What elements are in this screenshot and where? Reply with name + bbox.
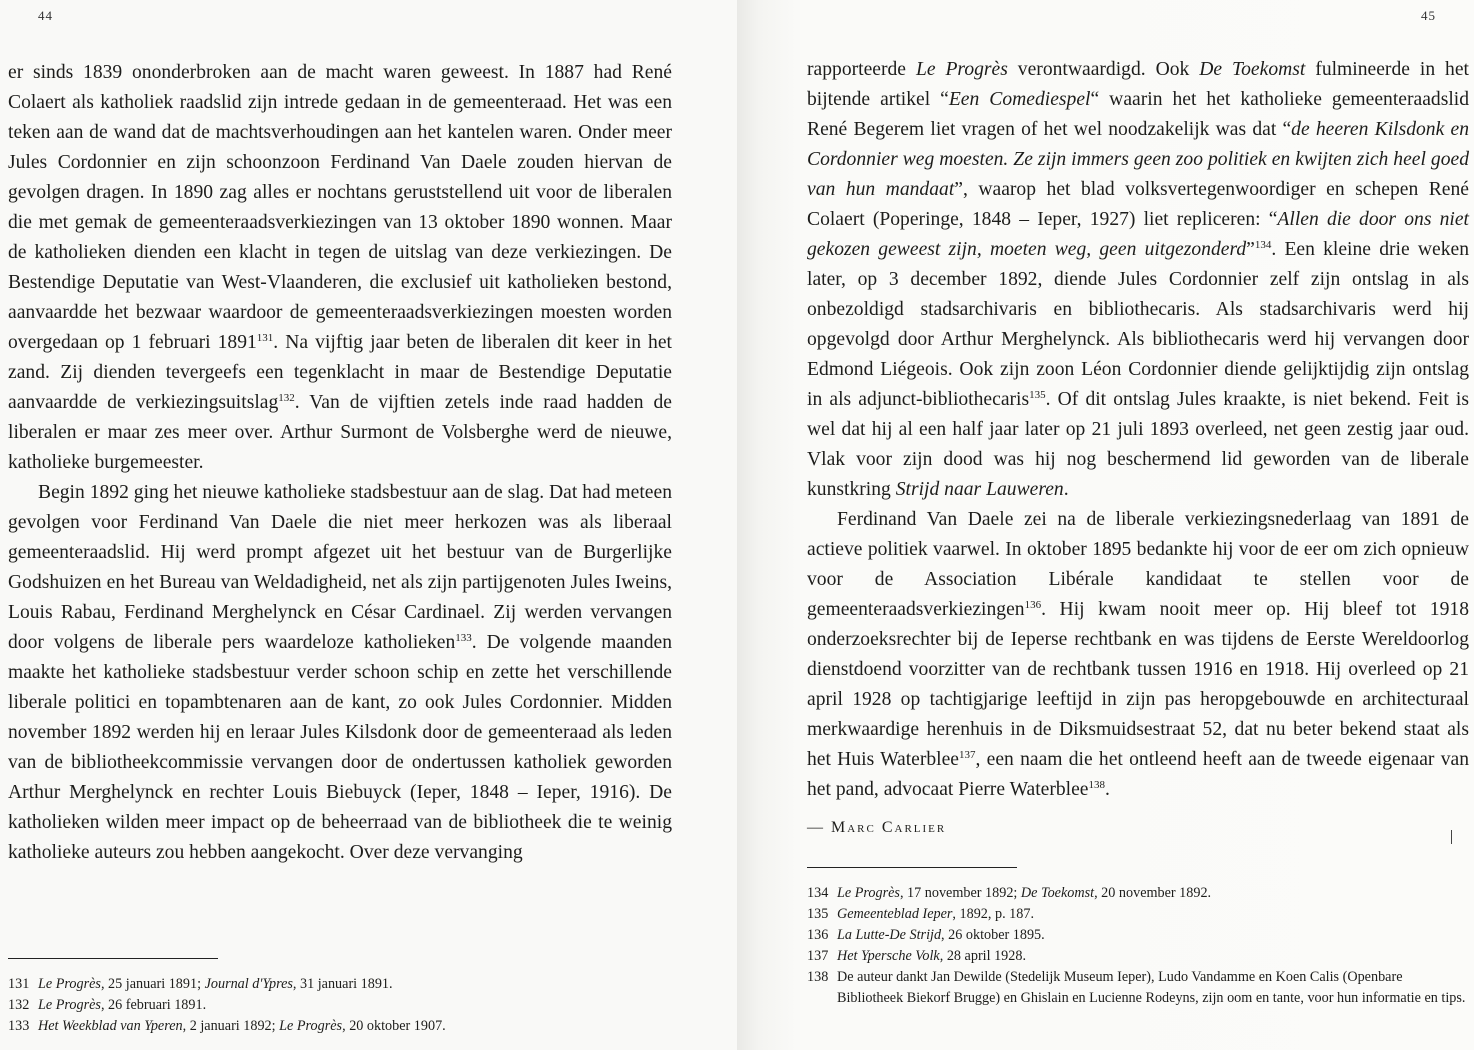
- footnote-ref[interactable]: 133: [455, 632, 472, 644]
- italic-text: La Lutte-De Strijd: [837, 927, 942, 943]
- italic-text: Strijd naar Lauweren: [895, 479, 1064, 500]
- footnote-text: [837, 946, 1472, 967]
- footnote-number: 134: [807, 885, 829, 901]
- footnote: [807, 925, 1472, 946]
- italic-text: De Toekomst: [1199, 59, 1306, 80]
- italic-text: Het Ypersche Volk: [837, 948, 940, 964]
- text-run: . Hij kwam nooit meer op. Hij bleef tot 1918 onderzoeksrechter bij de Ieperse rechtbank en was tijdens de Eerste Wereldoorlog dienstdoend voorzitter van de rechtbank tussen 1916 en 1918. Hij overleed op 21 april 1928 op tachtigjarige leeftijd in zijn pas heropgebouwde en architecturaal merkwaardige herenhuis in de Diksmuidsestraat 52, dat nu beter bekend staat als het Huis Waterblee: [807, 599, 1469, 770]
- text-run: “ waarin het het katholieke gemeenteraadslid René Begerem liet vragen of het wel noodzakelijk was dat “: [807, 89, 1469, 140]
- text-run: De auteur dankt Jan Dewilde (Stedelijk Museum Ieper), Ludo Vandamme en Koen Calis (Openbare Bibliotheek Biekorf Brugge) en Ghislain en Lucienne Rodeyns, zijn oom en tante, voor hun informatie en tips.: [837, 969, 1466, 1006]
- text-run: , 26 februari 1891.: [100, 997, 207, 1013]
- paragraph: [807, 55, 1469, 505]
- footnote-number: 138: [807, 969, 829, 985]
- footnote: [8, 974, 668, 995]
- text-run: .: [1063, 479, 1069, 500]
- footnote-number: 137: [807, 948, 829, 964]
- footnote-text: [38, 974, 668, 995]
- text-run: ”, waarop het blad volksvertegenwoordiger en schepen René Colaert (Poperinge, 1848 – Ieper, 1927) liet repliceren: “: [807, 179, 1469, 230]
- text-run: fulmineerde in het bijtende artikel “: [807, 59, 1469, 110]
- text-run: Ferdinand Van Daele zei na de liberale verkiezingsnederlaag van 1891 de actieve politiek vaarwel. In oktober 1895 bedankte hij voor de eer om zich opnieuw voor de Association Libérale kandidaat te stellen voor de gemeenteraadsverkiezingen: [807, 509, 1469, 620]
- text-run: , 25 januari 1891;: [100, 976, 205, 992]
- footnote-number: 131: [8, 976, 30, 992]
- text-run: er sinds 1839 ononderbroken aan de macht waren geweest. In 1887 had René Colaert als katholiek raadslid zijn intrede gedaan in de gemeenteraad. Het was een teken aan de wand dat de machtsverhoudingen aan het kantelen waren. Onder meer Jules Cordonnier en zijn schoonzoon Ferdinand Van Daele zouden hiervan de gevolgen dragen. In 1890 zag alles er nochtans geruststellend uit voor de liberalen die met gemak de gemeenteraadsverkiezingen van 13 oktober 1890 wonnen. Maar de katholieken dienden een klacht in tegen de uitslag van deze verkiezingen. De Bestendige Deputatie van West-Vlaanderen, die exclusief uit katholieken bestond, aanvaardde het bezwaar waardoor de gemeenteraadsverkiezingen moesten worden overgedaan op 1 februari 1891: [8, 62, 672, 353]
- text-run: . Na vijftig jaar beten de liberalen dit keer in het zand. Zij dienden tevergeefs een tegenklacht in maar de Bestendige Deputatie aanvaardde de verkiezingsuitslag: [8, 332, 672, 413]
- italic-text: Gemeenteblad Ieper: [837, 906, 953, 922]
- footnote: [807, 946, 1472, 967]
- footnote-text: [837, 904, 1472, 925]
- italic-text: Le Progrès: [837, 885, 900, 901]
- footnotes: [807, 883, 1472, 1009]
- footnote-text: [837, 967, 1472, 1009]
- italic-text: Le Progrès: [38, 997, 101, 1013]
- text-run: , 2 januari 1892;: [182, 1018, 280, 1034]
- italic-text: Le Progrès: [38, 976, 101, 992]
- footnote-ref[interactable]: 138: [1088, 779, 1105, 791]
- text-run: . Een kleine drie weken later, op 3 december 1892, diende Jules Cordonnier zelf zijn ontslag in als onbezoldigd stadsarchivaris en bibliothecaris. Als stadsarchivaris werd hij opgevolgd door Arthur Merghelynck. Als bibliothecaris werd hij vervangen door Edmond Liégeois. Ook zijn zoon Léon Cordonnier diende gelijktijdig zijn ontslag in als adjunct-bibliothecaris: [807, 239, 1469, 410]
- text-run: .: [1105, 779, 1110, 800]
- paragraph: [8, 478, 672, 868]
- footnote-number: 136: [807, 927, 829, 943]
- italic-text: Le Progrès: [915, 59, 1008, 80]
- text-run: . Of dit ontslag Jules kraakte, is niet bekend. Feit is wel dat hij al een half jaar later op 21 juli 1893 overleed, net geen zestig jaar oud. Vlak voor zijn dood was hij nog beschermend lid geworden van de liberale kunstkring: [807, 389, 1469, 500]
- text-run: , 20 oktober 1907.: [342, 1018, 446, 1034]
- footnote-ref[interactable]: 134: [1254, 239, 1272, 251]
- paragraph: [807, 505, 1469, 805]
- italic-text: De Toekomst: [1020, 885, 1095, 901]
- author-signature: — Marc Carlier: [807, 819, 947, 836]
- text-run: , 20 november 1892.: [1094, 885, 1212, 901]
- text-run: . Van de vijftien zetels inde raad hadden de liberalen er maar zes meer over. Arthur Surmont de Volsberghe werd de nieuwe, katholieke burgemeester.: [8, 392, 672, 473]
- paragraph: [8, 58, 672, 478]
- text-run: , een naam die het ontleend heeft aan de tweede eigenaar van het pand, advocaat Pierre Waterblee: [807, 749, 1469, 800]
- footnote: [807, 967, 1472, 1009]
- italic-text: Allen die door ons niet gekozen geweest zijn, moeten weg, geen uitgezonderd: [807, 209, 1469, 260]
- footnote-text: [38, 1016, 668, 1037]
- text-run: rapporteerde: [807, 59, 916, 80]
- page-number: 44: [38, 8, 53, 23]
- footnote-number: 133: [8, 1018, 30, 1034]
- italic-text: Het Weekblad van Yperen: [38, 1018, 183, 1034]
- footnote-rule: [8, 958, 218, 959]
- footnote-text: [837, 925, 1472, 946]
- footnote-ref[interactable]: 136: [1024, 599, 1042, 611]
- text-run: , 28 april 1928.: [939, 948, 1027, 964]
- right-page: [737, 0, 1474, 1050]
- footnote-ref[interactable]: 135: [1029, 389, 1046, 401]
- footnote-ref[interactable]: 132: [278, 392, 295, 404]
- italic-text: Le Progrès: [279, 1018, 343, 1034]
- margin-mark: [1451, 830, 1452, 844]
- italic-text: Een Comediespel: [948, 89, 1091, 110]
- footnote: [8, 995, 668, 1016]
- text-run: Begin 1892 ging het nieuwe katholieke stadsbestuur aan de slag. Dat had meteen gevolgen voor Ferdinand Van Daele die niet meer herkozen was als liberaal gemeenteraadslid. Hij werd prompt afgezet uit het bestuur van de Burgerlijke Godshuizen en het Bureau van Weldadigheid, net als zijn partijgenoten Jules Iweins, Louis Rabau, Ferdinand Merghelynck en César Cardinael. Zij werden vervangen door volgens de liberale pers waardeloze katholieken: [8, 482, 672, 653]
- text-run: , 26 oktober 1895.: [941, 927, 1045, 943]
- footnote: [8, 1016, 668, 1037]
- footnote-number: 135: [807, 906, 829, 922]
- page-number: 45: [1421, 8, 1436, 23]
- footnote: [807, 883, 1472, 904]
- text-run: ”: [1246, 239, 1255, 260]
- footnote-rule: [807, 867, 1017, 868]
- text-run: , 1892, p. 187.: [952, 906, 1034, 922]
- text-run: verontwaardigd. Ook: [1007, 59, 1200, 80]
- footnote-number: 132: [8, 997, 30, 1013]
- footnote: [807, 904, 1472, 925]
- text-run: , 31 januari 1891.: [292, 976, 393, 992]
- footnote-text: [38, 995, 668, 1016]
- footnote-text: [837, 883, 1472, 904]
- text-run: . De volgende maanden maakte het katholieke stadsbestuur verder schoon schip en zette het verschillende liberale politici en topambtenaren aan de kant, zo ook Jules Cordonnier. Midden november 1892 werden hij en leraar Jules Kilsdonk door de gemeenteraad als leden van de bibliotheekcommissie vervangen door de ondertussen katholiek geworden Arthur Merghelynck en rechter Louis Biebuyck (Ieper, 1848 – Ieper, 1916). De katholieken wilden meer impact op de beheerraad van de bibliotheek die te weinig katholieke auteurs zou hebben aangekocht. Over deze vervanging: [8, 632, 673, 863]
- body-text: [8, 58, 672, 868]
- text-run: , 17 november 1892;: [899, 885, 1021, 901]
- footnote-ref[interactable]: 131: [256, 332, 274, 344]
- footnotes: [8, 974, 668, 1037]
- footnote-ref[interactable]: 137: [959, 749, 976, 761]
- italic-text: de heeren Kilsdonk en Cordonnier weg moesten. Ze zijn immers geen zoo politiek en kwijten zich heel goed van hun mandaat: [807, 119, 1469, 200]
- body-text: [807, 55, 1469, 805]
- italic-text: Journal d'Ypres: [204, 976, 293, 992]
